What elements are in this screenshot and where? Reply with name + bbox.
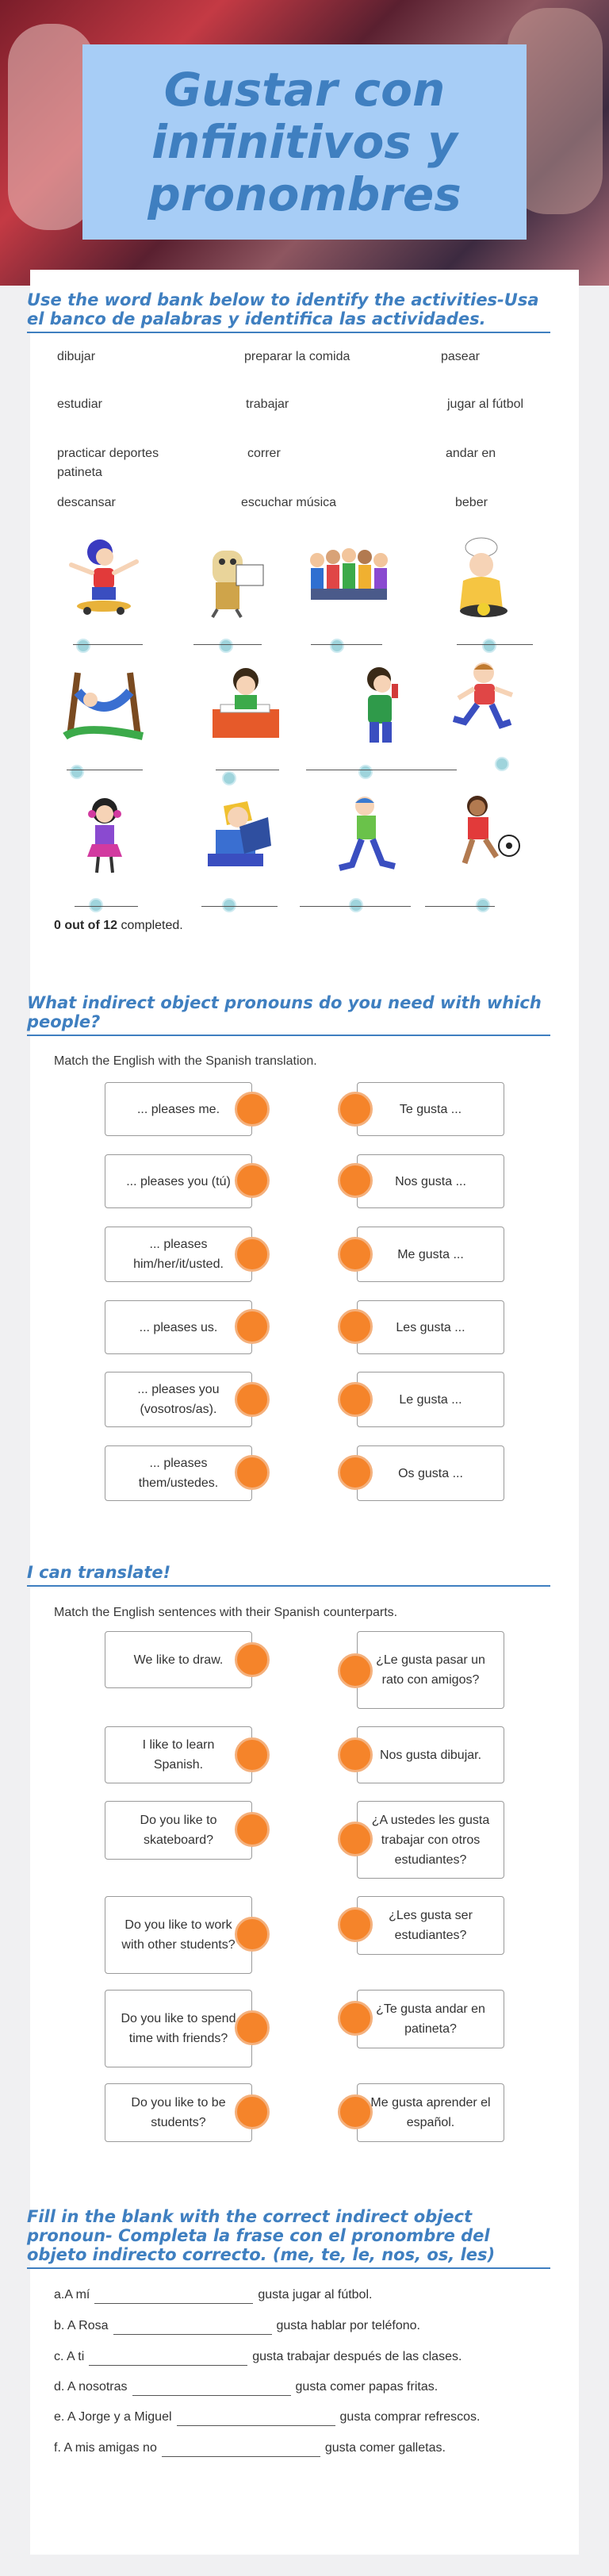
cooking-image — [438, 533, 525, 620]
fill-blank-input[interactable] — [132, 2381, 291, 2396]
match-left-connector[interactable] — [235, 1163, 270, 1198]
fill-blank-prefix: b. A Rosa — [54, 2319, 109, 2332]
fill-blank-suffix: gusta comprar refrescos. — [339, 2410, 481, 2424]
progress-suffix: completed. — [117, 919, 183, 932]
drinking-image — [335, 660, 422, 747]
match-left-connector[interactable] — [235, 2094, 270, 2129]
match-right-connector[interactable] — [338, 1653, 373, 1688]
fill-blank-input[interactable] — [177, 2411, 335, 2426]
match-right-connector[interactable] — [338, 1907, 373, 1942]
match-left-item[interactable]: Do you like to spend time with friends? — [105, 1990, 252, 2067]
match-left-item[interactable]: We like to draw. — [105, 1631, 252, 1688]
match-right-item[interactable]: ¿Les gusta ser estudiantes? — [357, 1896, 504, 1955]
fill-blank-prefix: f. A mis amigas no — [54, 2441, 157, 2455]
answer-slot[interactable] — [222, 771, 236, 785]
progress-text — [54, 919, 183, 933]
match-left-connector[interactable] — [235, 2010, 270, 2045]
match-right-connector[interactable] — [338, 1737, 373, 1772]
section2-title: What indirect object pronouns do you need with which people? — [27, 993, 550, 1036]
section3-title: I can translate! — [27, 1563, 550, 1587]
fill-blank-input[interactable] — [113, 2320, 272, 2335]
match-right-item[interactable]: Nos gusta ... — [357, 1154, 504, 1208]
word-bank-item: estudiar — [57, 397, 102, 411]
match-left-item[interactable]: ... pleases you (vosotros/as). — [105, 1372, 252, 1427]
fill-blank-row — [54, 2409, 480, 2426]
word-bank-item: jugar al fútbol — [447, 397, 524, 411]
match-right-connector[interactable] — [338, 1309, 373, 1344]
page-title: Gustar con infinitivos y pronombres — [147, 63, 462, 221]
match-right-item[interactable]: Les gusta ... — [357, 1300, 504, 1354]
section3-instruction: Match the English sentences with their Spanish counterparts. — [54, 1606, 398, 1619]
match-right-connector[interactable] — [338, 1163, 373, 1198]
skateboarding-image — [60, 533, 147, 620]
sports-team-image — [304, 533, 392, 620]
match-left-connector[interactable] — [235, 1737, 270, 1772]
running-image — [438, 655, 525, 743]
section1-title: Use the word bank below to identify the activities-Usa el banco de palabras y identifica las actividades. — [27, 290, 550, 333]
answer-slot[interactable] — [495, 757, 509, 771]
match-left-connector[interactable] — [235, 1382, 270, 1417]
word-bank-item: practicar deportes patineta — [57, 447, 159, 479]
match-right-item[interactable]: Nos gusta dibujar. — [357, 1726, 504, 1783]
match-left-connector[interactable] — [235, 1812, 270, 1847]
answer-slot-line — [457, 644, 533, 645]
answer-slot-line — [300, 906, 411, 907]
resting-hammock-image — [60, 660, 147, 747]
answer-slot[interactable] — [70, 765, 84, 779]
match-left-item[interactable]: Do you like to work with other students? — [105, 1896, 252, 1974]
fill-blank-input[interactable] — [94, 2289, 253, 2304]
word-bank-item: escuchar música — [241, 496, 337, 509]
match-left-item[interactable]: Do you like to be students? — [105, 2083, 252, 2142]
match-left-connector[interactable] — [235, 1237, 270, 1272]
answer-slot-line — [73, 644, 143, 645]
answer-slot[interactable] — [349, 898, 363, 912]
match-right-item[interactable]: Os gusta ... — [357, 1445, 504, 1501]
answer-slot-line — [311, 644, 382, 645]
match-right-connector[interactable] — [338, 1382, 373, 1417]
match-right-connector[interactable] — [338, 1455, 373, 1490]
title-banner — [82, 44, 527, 240]
answer-slot-line — [425, 906, 495, 907]
fill-blank-prefix: a.A mí — [54, 2288, 90, 2302]
answer-slot[interactable] — [76, 639, 90, 653]
word-bank-item: andar en — [446, 447, 496, 460]
match-left-item[interactable]: Do you like to skateboard? — [105, 1801, 252, 1860]
fill-blank-prefix: c. A ti — [54, 2350, 85, 2363]
fill-blank-input[interactable] — [89, 2351, 247, 2366]
match-right-connector[interactable] — [338, 2094, 373, 2129]
match-right-connector[interactable] — [338, 1237, 373, 1272]
match-left-connector[interactable] — [235, 1309, 270, 1344]
answer-slot[interactable] — [482, 639, 496, 653]
fill-blank-suffix: gusta comer papas fritas. — [295, 2380, 439, 2394]
listening-music-image — [60, 790, 147, 877]
studying-image — [189, 533, 276, 620]
answer-slot[interactable] — [330, 639, 344, 653]
match-right-connector[interactable] — [338, 2001, 373, 2036]
fill-blank-prefix: d. A nosotras — [54, 2380, 128, 2394]
progress-count: 0 out of 12 — [54, 919, 118, 932]
word-bank-item: beber — [455, 496, 488, 509]
match-left-connector[interactable] — [235, 1455, 270, 1490]
match-right-item[interactable]: Me gusta aprender el español. — [357, 2083, 504, 2142]
match-left-connector[interactable] — [235, 1092, 270, 1127]
fill-blank-suffix: gusta hablar por teléfono. — [276, 2319, 420, 2332]
fill-blank-suffix: gusta jugar al fútbol. — [258, 2288, 373, 2302]
fill-blank-prefix: e. A Jorge y a Miguel — [54, 2410, 172, 2424]
word-bank-item: correr — [247, 447, 281, 460]
match-right-item[interactable]: ¿Le gusta pasar un rato con amigos? — [357, 1631, 504, 1709]
match-left-connector[interactable] — [235, 1917, 270, 1952]
fill-blank-suffix: gusta trabajar después de las clases. — [252, 2350, 462, 2363]
match-right-item[interactable]: ¿A ustedes les gusta trabajar con otros estudiantes? — [357, 1801, 504, 1879]
soccer-image — [441, 790, 528, 877]
match-left-item[interactable]: I like to learn Spanish. — [105, 1726, 252, 1783]
match-right-item[interactable]: ¿Te gusta andar en patineta? — [357, 1990, 504, 2048]
answer-slot-line — [75, 906, 138, 907]
match-right-item[interactable]: Me gusta ... — [357, 1227, 504, 1282]
fill-blank-row — [54, 2286, 372, 2304]
match-right-item[interactable]: Le gusta ... — [357, 1372, 504, 1427]
match-left-item[interactable]: ... pleases him/her/it/usted. — [105, 1227, 252, 1282]
answer-slot[interactable] — [89, 898, 103, 912]
fill-blank-row — [54, 2378, 438, 2396]
answer-slot-line — [201, 906, 278, 907]
word-bank-item: descansar — [57, 496, 116, 509]
word-bank-item: trabajar — [246, 397, 289, 411]
section2-instruction: Match the English with the Spanish translation. — [54, 1054, 317, 1068]
match-left-item[interactable]: ... pleases us. — [105, 1300, 252, 1354]
section4-title: Fill in the blank with the correct indirect object pronoun- Completa la frase con el pronombre del objeto indirecto correcto. (me, te, le, nos, os, les) — [27, 2207, 550, 2269]
fill-blank-row — [54, 2317, 420, 2335]
match-left-item[interactable]: ... pleases me. — [105, 1082, 252, 1136]
answer-slot[interactable] — [358, 765, 373, 779]
answer-slot-line — [193, 644, 262, 645]
word-bank-item: pasear — [441, 350, 480, 363]
drawing-image — [201, 660, 289, 747]
answer-slot[interactable] — [219, 639, 233, 653]
fill-blank-row — [54, 2348, 462, 2366]
match-right-connector[interactable] — [338, 1092, 373, 1127]
match-left-item[interactable]: ... pleases you (tú) — [105, 1154, 252, 1208]
walking-image — [324, 790, 411, 877]
fill-blank-input[interactable] — [162, 2442, 320, 2457]
fill-blank-row — [54, 2440, 446, 2457]
match-left-connector[interactable] — [235, 1642, 270, 1677]
match-left-item[interactable]: ... pleases them/ustedes. — [105, 1445, 252, 1501]
reading-studying-image — [192, 790, 279, 877]
match-right-item[interactable]: Te gusta ... — [357, 1082, 504, 1136]
word-bank-item: preparar la comida — [244, 350, 350, 363]
match-right-connector[interactable] — [338, 1822, 373, 1856]
answer-slot[interactable] — [222, 898, 236, 912]
word-bank-item: dibujar — [57, 350, 96, 363]
fill-blank-suffix: gusta comer galletas. — [324, 2441, 446, 2455]
answer-slot[interactable] — [476, 898, 490, 912]
